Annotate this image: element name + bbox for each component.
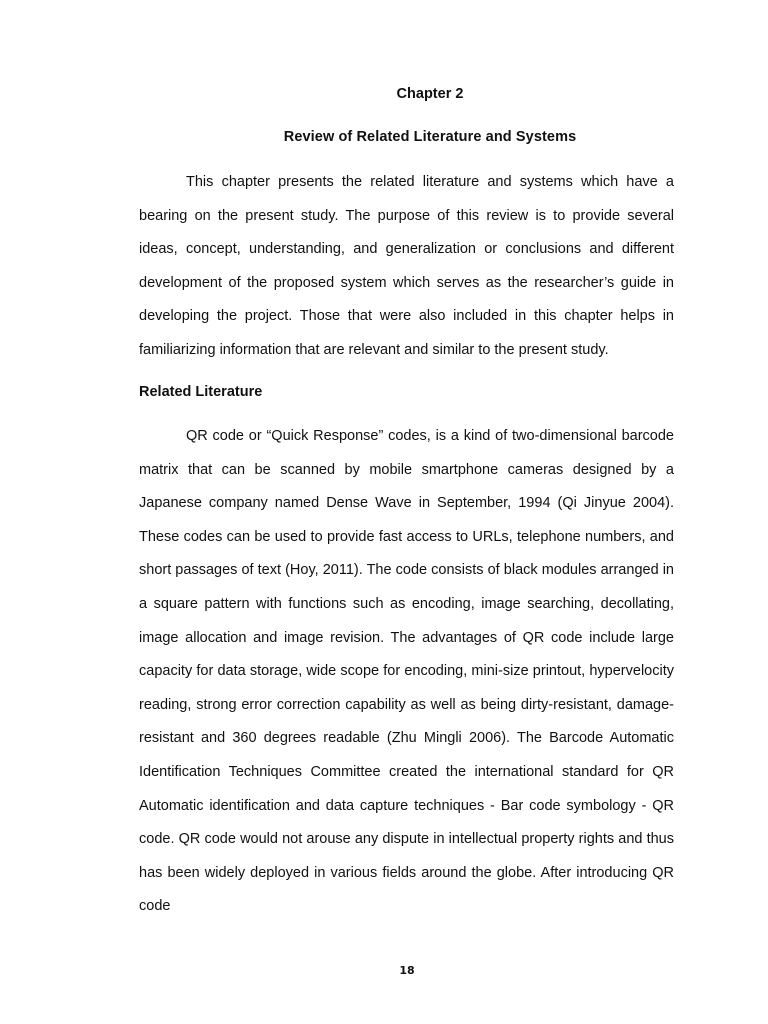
section-heading-related-literature: Related Literature xyxy=(139,384,263,400)
chapter-number: Chapter 2 xyxy=(396,86,464,102)
intro-paragraph: This chapter presents the related literature and systems which have a bearing on the present study. The purpose of this review is to provide several ideas, concept, understanding, and generalization or conclusions and different development of the proposed system which serves as the researcher’s guide in developing the project. Those that were also included in this chapter helps in familiarizing information that are relevant and similar to the present study. xyxy=(139,174,674,358)
page-number: 18 xyxy=(399,964,415,977)
chapter-title: Review of Related Literature and Systems xyxy=(283,129,577,145)
related-literature-paragraph: QR code or “Quick Response” codes, is a kind of two-dimensional barcode matrix that can be scanned by mobile smartphone cameras designed by a Japanese company named Dense Wave in September, 1994 (Qi Jinyue 2004). These codes can be used to provide fast access to URLs, telephone numbers, and short passages of text (Hoy, 2011). The code consists of black modules arranged in a square pattern with functions such as encoding, image searching, decollating, image allocation and image revision. The advantages of QR code include large capacity for data storage, wide scope for encoding, mini-size printout, hypervelocity reading, strong error correction capability as well as being dirty-resistant, damage-resistant and 360 degrees readable (Zhu Mingli 2006). The Barcode Automatic Identification Techniques Committee created the international standard for QR Automatic identification and data capture techniques - Bar code symbology - QR code. QR code would not arouse any dispute in intellectual property rights and thus has been widely deployed in various fields around the globe. After introducing QR code xyxy=(139,428,674,915)
